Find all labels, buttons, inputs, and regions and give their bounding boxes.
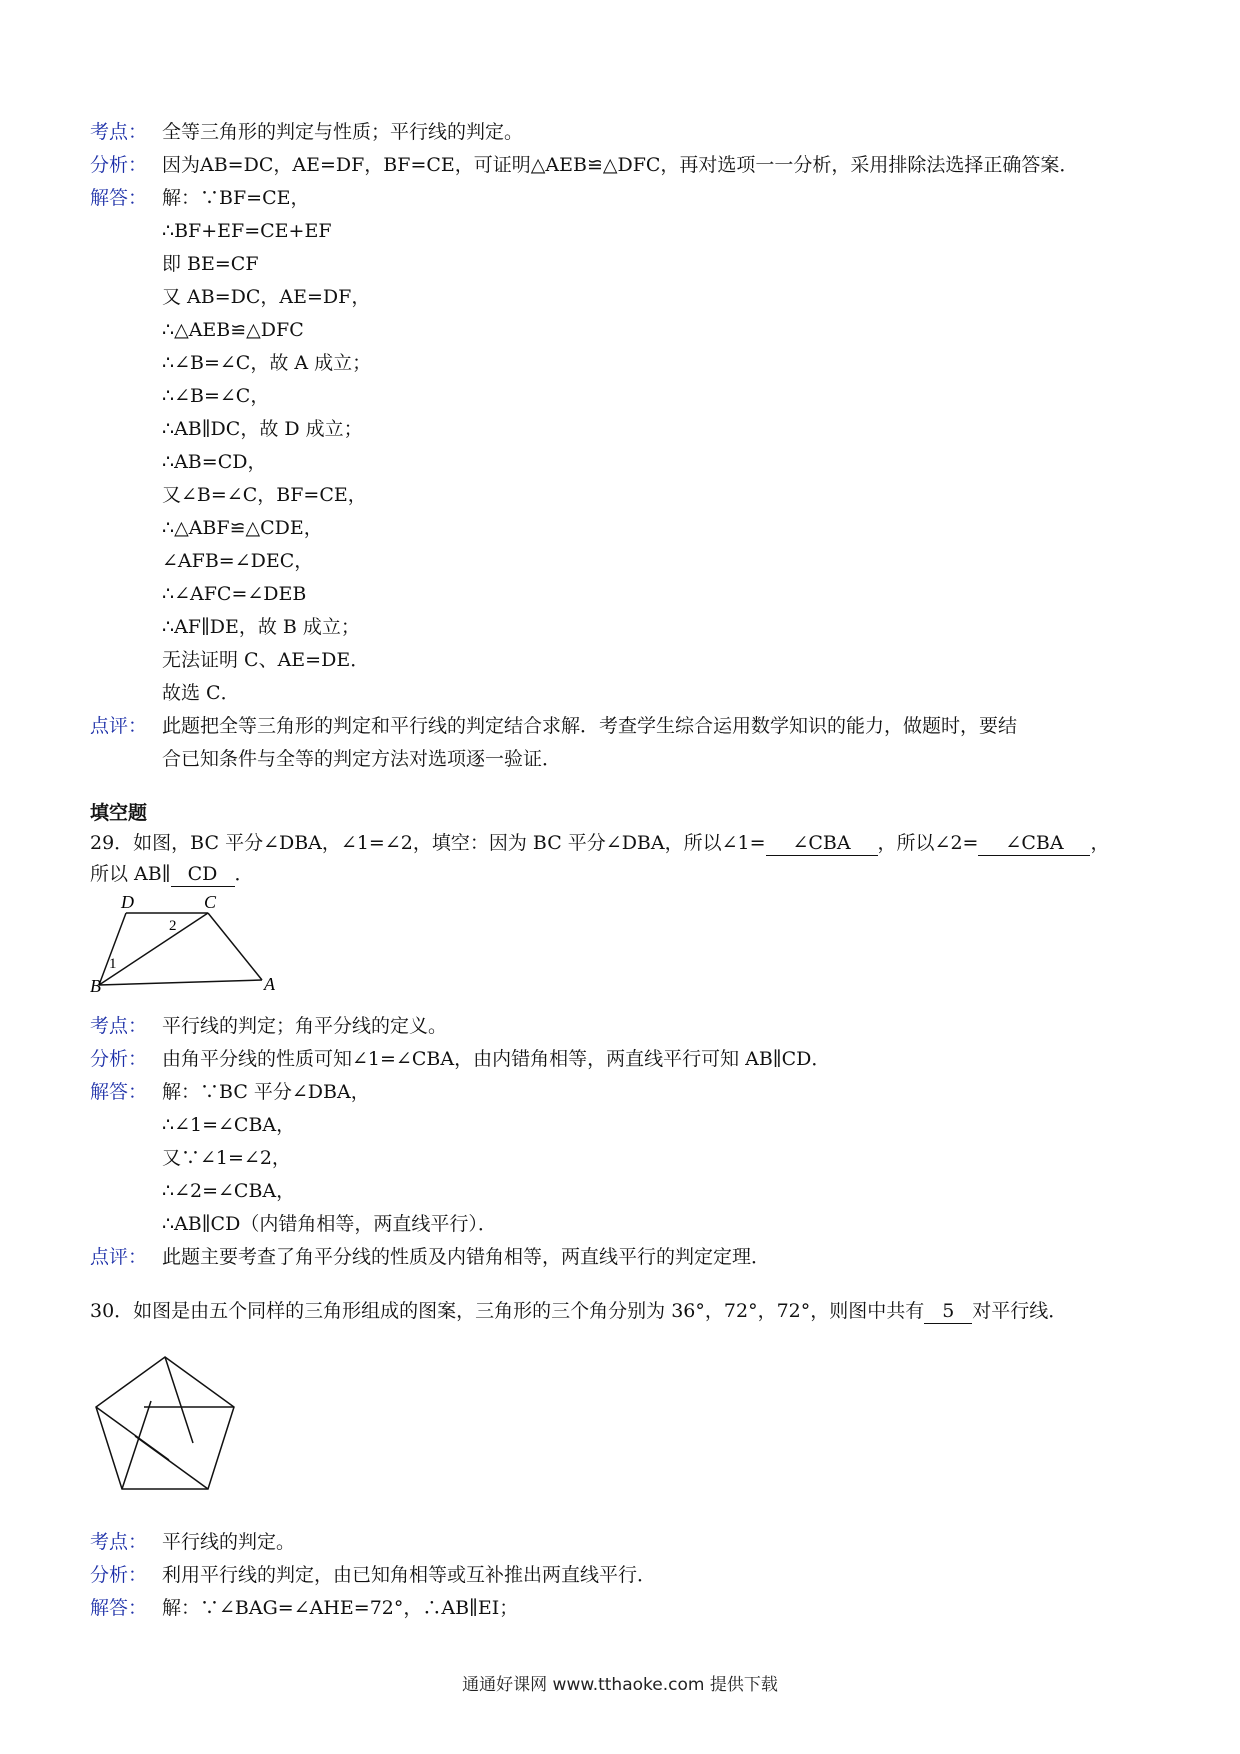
jieda-line: ∴BF+EF=CE+EF	[162, 220, 332, 242]
dianping-text: 此题把全等三角形的判定和平行线的判定结合求解．考查学生综合运用数学知识的能力，做题时，要结	[162, 715, 1018, 737]
q29-kaodian	[90, 1010, 1160, 1043]
jieda-label: 解答：	[90, 1597, 148, 1619]
segment-ba	[99, 980, 262, 985]
jieda-line: 解：∵BF=CE，	[162, 187, 310, 209]
label-a: A	[264, 974, 275, 994]
inner-triangle-edge	[165, 1357, 193, 1443]
label-angle-2: 2	[169, 918, 177, 934]
jieda-label: 解答：	[90, 1081, 148, 1103]
fenxi-text: 利用平行线的判定，由已知角相等或互补推出两直线平行．	[162, 1564, 657, 1586]
q28-fenxi	[90, 149, 1160, 182]
footer-credit: 通通好课网 www.tthaoke.com 提供下载	[462, 1675, 778, 1695]
kaodian-text: 平行线的判定。	[162, 1531, 296, 1553]
label-b: B	[90, 976, 101, 994]
jieda-line: ∴AB∥DC，故 D 成立；	[162, 418, 363, 440]
segment-db	[99, 913, 126, 985]
q29-text: ．	[234, 863, 254, 885]
q30-kaodian	[90, 1526, 1160, 1559]
kaodian-text: 平行线的判定；角平分线的定义。	[162, 1015, 448, 1037]
label-d: D	[121, 894, 134, 912]
q30-jieda	[90, 1592, 1160, 1625]
q29-answer-blank-1: ∠CBA	[766, 831, 878, 856]
jieda-line: ∴AB∥CD（内错角相等，两直线平行）．	[162, 1213, 497, 1235]
q29-dianping	[90, 1241, 1160, 1274]
pentagon-figure	[90, 1353, 240, 1498]
jieda-line: 即 BE=CF	[162, 253, 259, 275]
jieda-line: 又∠B=∠C，BF=CE，	[162, 484, 367, 506]
jieda-line: ∴∠2=∠CBA，	[162, 1180, 296, 1202]
jieda-line: ∴AF∥DE，故 B 成立；	[162, 616, 360, 638]
kaodian-label: 考点：	[90, 1015, 148, 1037]
dianping-text-cont: 合已知条件与全等的判定方法对选项逐一验证．	[162, 748, 562, 770]
fenxi-label: 分析：	[90, 1564, 148, 1586]
q29-jieda	[90, 1076, 1160, 1109]
q28-jieda	[90, 182, 1160, 215]
q30-text: 30．如图是由五个同样的三角形组成的图案，三角形的三个角分别为 36°，72°，72°，则图中共有	[90, 1300, 925, 1322]
label-angle-1: 1	[109, 956, 117, 972]
q30-answer-blank: 5	[924, 1299, 972, 1324]
q29-text: ，所以∠2=	[877, 832, 979, 854]
q30-stem	[90, 1296, 1160, 1327]
q29-answer-blank-2: ∠CBA	[978, 831, 1090, 856]
jieda-line: 解：∵∠BAG=∠AHE=72°，∴AB∥EI；	[162, 1597, 519, 1619]
jieda-line: ∴∠1=∠CBA，	[162, 1114, 296, 1136]
dianping-label: 点评：	[90, 1246, 148, 1268]
kaodian-label: 考点：	[90, 1531, 148, 1553]
fenxi-label: 分析：	[90, 1048, 148, 1070]
jieda-line: ∠AFB=∠DEC，	[162, 550, 314, 572]
label-c: C	[204, 894, 217, 912]
fenxi-label: 分析：	[90, 154, 148, 176]
q29-stem-line2	[90, 859, 1160, 890]
q28-dianping	[90, 710, 1160, 743]
q29-text: ，	[1090, 832, 1110, 854]
jieda-line: ∴△AEB≌△DFC	[162, 319, 304, 341]
q29-stem	[90, 828, 1160, 859]
segment-bc	[99, 913, 208, 985]
q28-kaodian	[90, 116, 1160, 149]
segment-ca	[208, 913, 262, 980]
jieda-line: 又∵∠1=∠2，	[162, 1147, 291, 1169]
fenxi-text: 由角平分线的性质可知∠1=∠CBA，由内错角相等，两直线平行可知 AB∥CD．	[162, 1048, 831, 1070]
jieda-line: 解：∵BC 平分∠DBA，	[162, 1081, 370, 1103]
jieda-label: 解答：	[90, 187, 148, 209]
jieda-line: ∴∠B=∠C，故 A 成立；	[162, 352, 372, 374]
fenxi-text: 因为AB=DC，AE=DF，BF=CE，可证明△AEB≌△DFC，再对选项一一分析，采用排除法选择正确答案．	[162, 154, 1079, 176]
q29-fenxi	[90, 1043, 1160, 1076]
page-content	[90, 116, 1160, 1625]
dianping-label: 点评：	[90, 715, 148, 737]
jieda-line: 无法证明 C、AE=DE．	[162, 649, 370, 671]
jieda-line: 又 AB=DC，AE=DF，	[162, 286, 371, 308]
jieda-line: 故选 C．	[162, 682, 240, 704]
kaodian-text: 全等三角形的判定与性质；平行线的判定。	[162, 121, 524, 143]
q29-answer-blank-3: CD	[171, 862, 235, 887]
q29-text: 所以 AB∥	[90, 863, 171, 885]
jieda-line: ∴∠AFC=∠DEB	[162, 583, 307, 605]
trapezoid-figure	[90, 894, 290, 994]
jieda-line: ∴△ABF≌△CDE，	[162, 517, 323, 539]
jieda-line: ∴∠B=∠C，	[162, 385, 270, 407]
kaodian-label: 考点：	[90, 121, 148, 143]
q29-text: 29．如图，BC 平分∠DBA，∠1=∠2，填空：因为 BC 平分∠DBA，所以∠1=	[90, 832, 766, 854]
outer-pentagon	[96, 1357, 234, 1489]
inner-triangle-edge	[96, 1407, 169, 1460]
section-title: 填空题	[90, 802, 148, 824]
jieda-line: ∴AB=CD，	[162, 451, 267, 473]
dianping-text: 此题主要考查了角平分线的性质及内错角相等，两直线平行的判定定理．	[162, 1246, 771, 1268]
q30-text: 对平行线．	[972, 1300, 1068, 1322]
q30-fenxi	[90, 1559, 1160, 1592]
